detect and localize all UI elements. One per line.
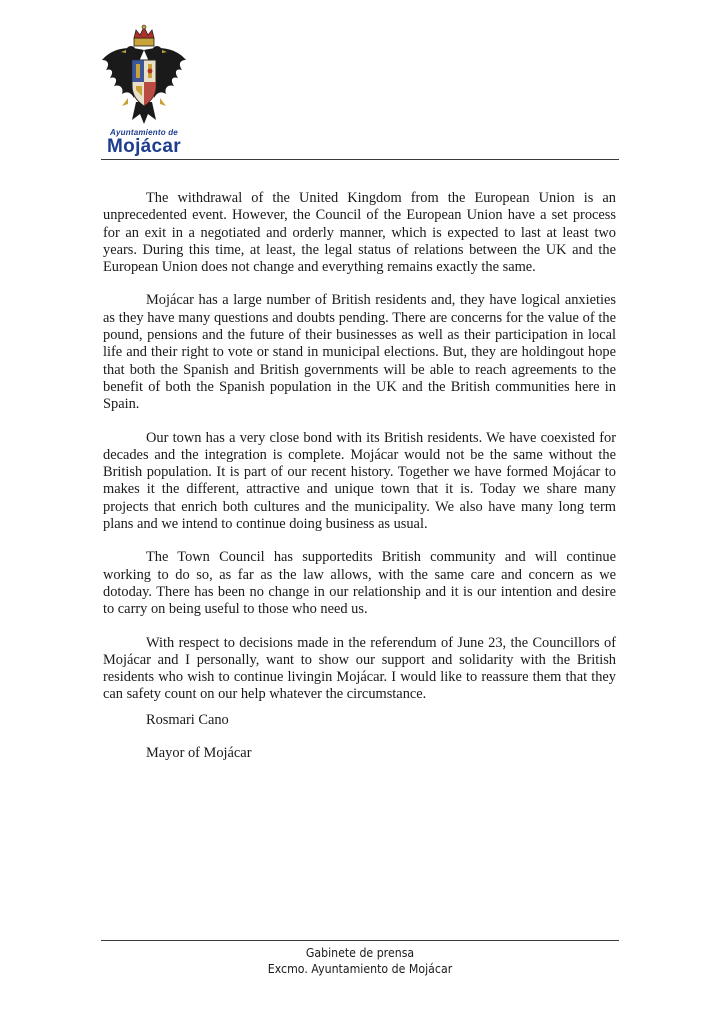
paragraph-4: The Town Council has supportedits British community and will continue working to do so, as far as the law allows, with the same care and concern as we dotoday. There has been no change in our relationship and it is our intention and desire to carry on being useful to those who need us.: [103, 549, 616, 618]
footer-town-hall: Excmo. Ayuntamiento de Mojácar: [267, 961, 453, 976]
paragraph-1: The withdrawal of the United Kingdom from the European Union is an unprecedented event. However, the Council of the European Union have a set process for an exit in a negotiated and orderly manner, which is expected to last at least two years. During this time, at least, the legal status of relations between the UK and the European Union does not change and everything remains exactly the same.: [103, 190, 616, 276]
footer-press-office: Gabinete de prensa: [305, 945, 415, 960]
crest-caption-small: Ayuntamiento de: [110, 128, 178, 137]
footer-divider: [101, 940, 619, 941]
crest-caption-town: Mojácar: [107, 136, 181, 157]
double-headed-eagle-crest-icon: [98, 24, 190, 128]
crown-icon: [134, 25, 154, 46]
paragraph-2: Mojácar has a large number of British residents and, they have logical anxieties as they have many questions and doubts pending. There are concerns for the value of the pound, pensions and the future of their businesses as well as their participation in local life and their right to vote or stand in municipal elections. But, they are holdingout hope that both the Spanish and British governments will be able to reach agreements to the benefit of both the Spanish population in the UK and the British communities here in Spain.: [103, 292, 616, 413]
header-divider: [101, 159, 619, 160]
letter-body: [103, 190, 616, 720]
paragraph-5: With respect to decisions made in the referendum of June 23, the Councillors of Mojácar and I personally, want to show our support and solidarity with the British residents who wish to continue livingin Mojácar. I would like to reassure them that they can safety count on our help whatever the circumstance.: [103, 634, 616, 703]
paragraph-3: Our town has a very close bond with its British residents. We have coexisted for decades and the integration is complete. Mojácar would not be the same without the British population. It is part of our recent history. Together we have formed Mojácar to makes it the different, attractive and unique town that it is. Today we share many projects that enrich both cultures and the municipality. We also have many long term plans and we intend to continue doing business as usual.: [103, 429, 616, 533]
crest-logo: [98, 24, 190, 156]
signature-name: Rosmari Cano: [146, 712, 229, 728]
shield-icon: [132, 60, 156, 106]
signature-title: Mayor of Mojácar: [146, 745, 252, 761]
